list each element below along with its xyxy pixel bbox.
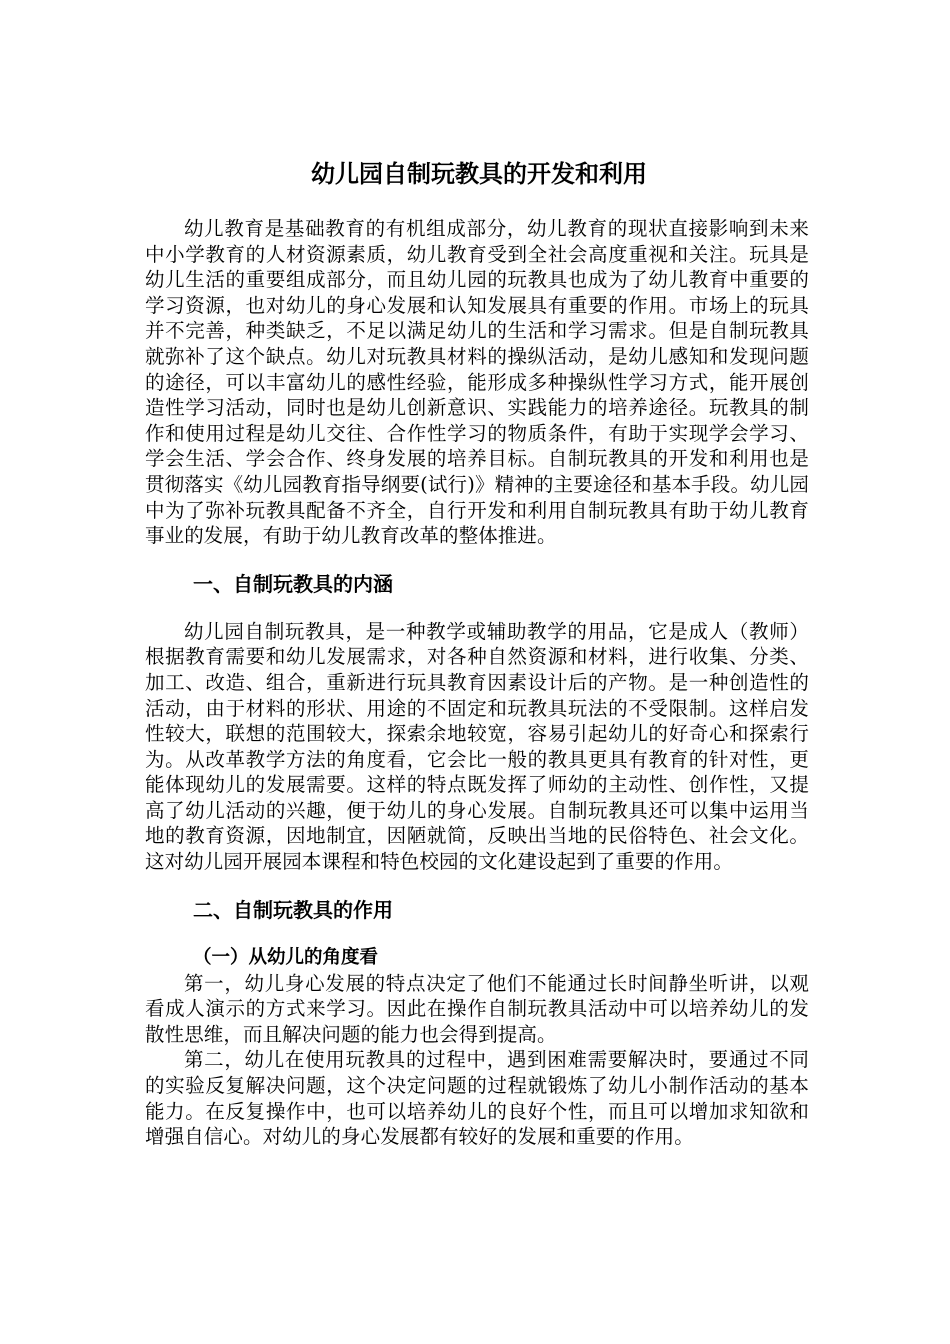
section-1-heading: 一、自制玩教具的内涵	[193, 571, 393, 596]
subsection-1-paragraph-1: 第一，幼儿身心发展的特点决定了他们不能通过长时间静坐听讲，以观看成人演示的方式来学习。因此在操作自制玩教具活动中可以培养幼儿的发散性思维，而且解决问题的能力也会得到提高。	[145, 971, 809, 1046]
document-title: 幼儿园自制玩教具的开发和利用	[311, 160, 647, 188]
document-page	[145, 150, 809, 1150]
subsection-1-heading: （一）从幼儿的角度看	[193, 946, 379, 968]
subsection-1-paragraph-2: 第二，幼儿在使用玩教具的过程中，遇到困难需要解决时，要通过不同的实验反复解决问题，这个决定问题的过程就锻炼了幼儿小制作活动的基本能力。在反复操作中，也可以培养幼儿的良好个性，而且可以增加求知欲和增强自信心。对幼儿的身心发展都有较好的发展和重要的作用。	[145, 1048, 809, 1149]
section-1-paragraph: 幼儿园自制玩教具，是一种教学或辅助教学的用品，它是成人（教师）根据教育需要和幼儿发展需求，对各种自然资源和材料，进行收集、分类、加工、改造、组合，重新进行玩具教育因素设计后的产物。是一种创造性的活动，由于材料的形状、用途的不固定和玩教具玩法的不受限制。这样启发性较大，联想的范围较大，探索余地较宽，容易引起幼儿的好奇心和探索行为。从改革教学方法的角度看，它会比一般的教具更具有教育的针对性，更能体现幼儿的发展需要。这样的特点既发挥了师幼的主动性、创作性，又提高了幼儿活动的兴趣，便于幼儿的身心发展。自制玩教具还可以集中运用当地的教育资源，因地制宜，因陋就简，反映出当地的民俗特色、社会文化。这对幼儿园开展园本课程和特色校园的文化建设起到了重要的作用。	[145, 619, 809, 874]
section-2-heading: 二、自制玩教具的作用	[193, 897, 393, 922]
intro-paragraph: 幼儿教育是基础教育的有机组成部分，幼儿教育的现状直接影响到未来中小学教育的人材资源素质，幼儿教育受到全社会高度重视和关注。玩具是幼儿生活的重要组成部分，而且幼儿园的玩教具也成为了幼儿教育中重要的学习资源，也对幼儿的身心发展和认知发展具有重要的作用。市场上的玩具并不完善，种类缺乏，不足以满足幼儿的生活和学习需求。但是自制玩教具就弥补了这个缺点。幼儿对玩教具材料的操纵活动，是幼儿感知和发现问题的途径，可以丰富幼儿的感性经验，能形成多种操纵性学习方式，能开展创造性学习活动，同时也是幼儿创新意识、实践能力的培养途径。玩教具的制作和使用过程是幼儿交往、合作性学习的物质条件，有助于实现学会学习、学会生活、学会合作、终身发展的培养目标。自制玩教具的开发和利用也是贯彻落实《幼儿园教育指导纲要(试行)》精神的主要途径和基本手段。幼儿园中为了弥补玩教具配备不齐全，自行开发和利用自制玩教具有助于幼儿教育事业的发展，有助于幼儿教育改革的整体推进。	[145, 217, 809, 548]
